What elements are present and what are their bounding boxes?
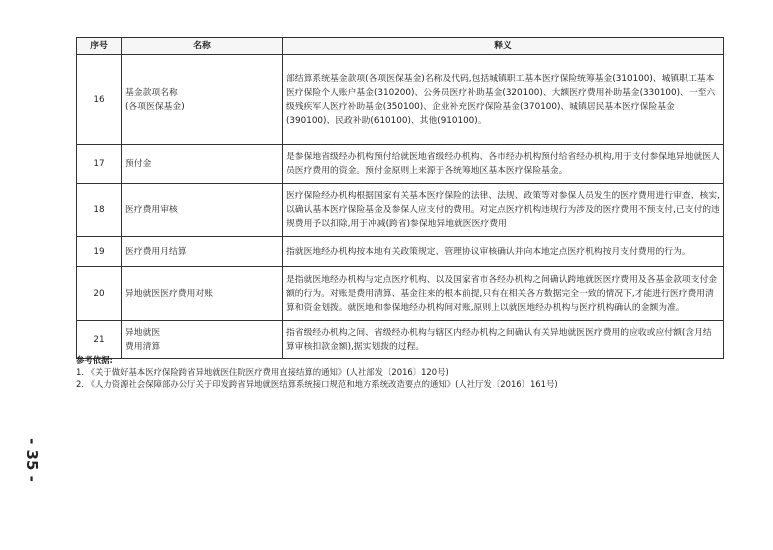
row-name: 基金款项名称 (各项医保基金) — [122, 55, 283, 145]
table-row — [77, 321, 724, 359]
header-name: 名称 — [122, 38, 283, 55]
row-number: 20 — [77, 267, 122, 321]
page-number — [19, 430, 45, 490]
table-row — [77, 184, 724, 237]
definitions-table — [76, 37, 724, 359]
header-number: 序号 — [77, 38, 122, 55]
row-definition: 部结算系统基金款项(各项医保基金)名称及代码,包括城镇职工基本医疗保险统筹基金(310100)、城镇职工基本医疗保险个人账户基金(310200)、公务员医疗补助基金(320100)、大额医疗费用补助基金(330100)、一至六级残疾军人医疗补助基金(350100)、企业补充医疗保险基金(370100)、城镇居民基本医疗保险基金(390100)、民政补助(610100)、其他(910100)。 — [283, 55, 724, 145]
reference-item: 2. 《人力资源社会保障部办公厅关于印发跨省异地就医结算系统接口规范和地方系统改造要点的通知》(人社厅发〔2016〕161号) — [76, 379, 558, 389]
row-name: 异地就医 费用清算 — [122, 321, 283, 359]
row-number: 19 — [77, 237, 122, 267]
row-name: 医疗费用月结算 — [122, 237, 283, 267]
row-number: 17 — [77, 145, 122, 184]
row-number: 21 — [77, 321, 122, 359]
reference-item: 1. 《关于做好基本医疗保险跨省异地就医住院医疗费用直接结算的通知》(人社部发〔2016〕120号) — [76, 367, 449, 377]
row-definition: 指省级经办机构之间、省级经办机构与辖区内经办机构之间确认有关异地就医医疗费用的应收或应付额(含月结算审核扣款金额),据实划拨的过程。 — [283, 321, 724, 359]
row-definition: 指就医地经办机构按本地有关政策规定、管理协议审核确认并向本地定点医疗机构按月支付费用的行为。 — [283, 237, 724, 267]
references-title: 参考依据: — [76, 355, 113, 365]
row-name: 预付金 — [122, 145, 283, 184]
table-header-row — [77, 38, 724, 55]
row-number: 18 — [77, 184, 122, 237]
row-definition: 医疗保险经办机构根据国家有关基本医疗保险的法律、法规、政策等对参保人员发生的医疗费用进行审查、核实,以确认基本医疗保险基金及参保人应支付的费用。对定点医疗机构违规行为涉及的医疗费用不预支付,已支付的违规费用予以扣除,用于冲减(跨省)参保地异地就医医疗费用 — [283, 184, 724, 237]
row-name: 医疗费用审核 — [122, 184, 283, 237]
header-definition: 释义 — [283, 38, 724, 55]
row-number: 16 — [77, 55, 122, 145]
row-definition: 是参保地省级经办机构预付给就医地省级经办机构、各市经办机构预付给省经办机构,用于支付参保地异地就医人员医疗费用的资金。预付金原则上来源于各统筹地区基本医疗保险基金。 — [283, 145, 724, 184]
table-row — [77, 145, 724, 184]
table-row — [77, 267, 724, 321]
table-row — [77, 237, 724, 267]
page-number-text: - 35 - — [23, 438, 41, 482]
row-definition: 是指就医地经办机构与定点医疗机构、以及国家省市各经办机构之间确认跨地就医医疗费用及各基金款项支付金额的行为。对账是费用清算、基金往来的根本前提,只有在相关各方数据完全一致的情况下,才能进行医疗费用清算和资金划拨。就医地和参保地经办机构间对账,原则上以就医地经办机构与医疗机构确认的金额为准。 — [283, 267, 724, 321]
row-name: 异地就医医疗费用对账 — [122, 267, 283, 321]
references-section — [76, 354, 736, 390]
table-row — [77, 55, 724, 145]
